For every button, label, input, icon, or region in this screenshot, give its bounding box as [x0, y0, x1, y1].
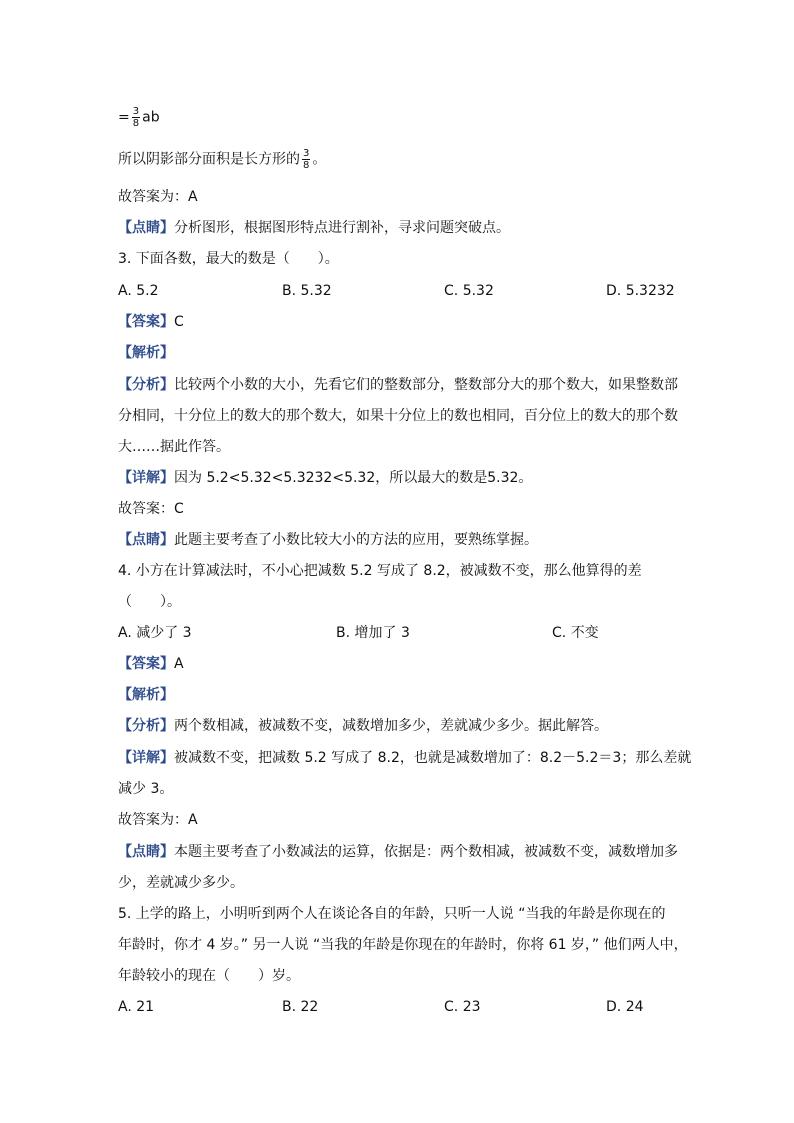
max-value: 5.32	[487, 470, 519, 486]
option-label: D.	[606, 999, 622, 1015]
detail-tag: 【详解】	[118, 470, 174, 486]
equals-sign: =	[118, 109, 130, 126]
comment-tag: 【点睛】	[118, 532, 174, 548]
option-value: 5.32	[462, 283, 494, 299]
q3-detail-line	[118, 468, 532, 488]
q4-analysis-tag: 【解析】	[118, 687, 174, 703]
option-value: 5.3232	[625, 283, 675, 299]
option-label: C.	[552, 625, 567, 641]
option-label: B.	[336, 625, 351, 641]
detail-text: 被减数不变，把减数 5.2 写成了 8.2，也就是减数增加了：8.2－5.2＝3；那么差就	[174, 750, 692, 766]
q3-answer-line	[118, 312, 184, 332]
detail-tag: 【详解】	[118, 750, 174, 766]
option-value: 5.2	[136, 283, 159, 299]
option-label: D.	[606, 283, 622, 299]
option-value: 23	[462, 999, 481, 1015]
question-5-stem-line-1: 5. 上学的路上，小明听到两个人在谈论各自的年龄，只听一人说 “当我的年龄是你现在的	[118, 906, 666, 922]
option-value: 22	[300, 999, 319, 1015]
fraction	[132, 106, 140, 129]
fraction-numerator: 3	[303, 148, 310, 159]
option-value: 减少了 3	[136, 625, 192, 641]
q5-option-d	[606, 997, 644, 1017]
option-label: A.	[118, 283, 132, 299]
q4-detail-line-1	[118, 748, 691, 768]
fraction-numerator: 3	[132, 106, 140, 117]
q4-option-b	[336, 623, 410, 643]
fenxi-tag: 【分析】	[118, 377, 174, 393]
q3-analysis-tag: 【解析】	[118, 345, 174, 361]
q3-option-d	[606, 281, 675, 301]
q3-fenxi-line-1	[118, 375, 678, 395]
fraction	[302, 148, 310, 171]
fraction-denominator: 8	[303, 160, 310, 171]
q5-option-a	[118, 997, 154, 1017]
fenxi-tag: 【分析】	[118, 718, 174, 734]
comment-text: 分析图形，根据图形特点进行割补，寻求问题突破点。	[174, 220, 510, 236]
option-label: C.	[444, 999, 459, 1015]
option-value: 不变	[570, 625, 599, 641]
q4-comment-line-1	[118, 842, 678, 862]
fenxi-text: 比较两个小数的大小，先看它们的整数部分，整数部分大的那个数大，如果整数部	[174, 377, 678, 393]
answer-tag: 【答案】	[118, 314, 174, 330]
fraction-result-line	[118, 106, 160, 129]
comment-tag: 【点睛】	[118, 220, 174, 236]
answer-value: A	[174, 656, 184, 672]
q3-option-c	[444, 281, 494, 301]
q4-comment-line-2: 少，差就减少多少。	[118, 875, 244, 891]
q3-final-answer: 故答案：C	[118, 501, 184, 517]
q3-fenxi-line-2: 分相同，十分位上的数大的那个数大，如果十分位上的数也相同，百分位上的数大的那个数	[118, 408, 678, 424]
answer-line: 故答案为：A	[118, 189, 198, 205]
comment-line	[118, 218, 510, 238]
conclusion-text: 所以阴影部分面积是长方形的	[118, 151, 300, 168]
conclusion-line	[118, 148, 326, 171]
q4-option-a	[118, 623, 192, 643]
q5-option-c	[444, 997, 481, 1017]
period: 。	[518, 470, 533, 486]
option-value: 21	[136, 999, 155, 1015]
q4-final-answer: 故答案为：A	[118, 812, 198, 828]
question-5-stem-line-3: 年龄较小的现在（ ）岁。	[118, 968, 300, 984]
option-value: 24	[625, 999, 644, 1015]
repeating-decimal	[136, 281, 158, 301]
option-label: B.	[282, 999, 297, 1015]
question-4-stem-line-2: （ ）。	[118, 594, 181, 610]
question-3-stem: 3. 下面各数，最大的数是（ ）。	[118, 251, 339, 267]
question-5-stem-line-2: 年龄时，你才 4 岁。” 另一人说 “当我的年龄是你现在的年龄时，你将 61 岁，” 他们两人中，	[118, 937, 688, 953]
option-label: A.	[118, 625, 132, 641]
comment-tag: 【点睛】	[118, 844, 174, 860]
q4-option-c	[552, 623, 599, 643]
q4-detail-line-2: 减少 3。	[118, 781, 174, 797]
q3-comment-line	[118, 530, 538, 550]
detail-text: ，所以最大的数是	[375, 470, 488, 486]
answer-value: C	[174, 314, 184, 330]
option-value: 增加了 3	[354, 625, 410, 641]
option-label: A.	[118, 999, 132, 1015]
q3-option-a	[118, 281, 159, 301]
period: 。	[312, 151, 327, 168]
comparison-expression: 5.2<5.32<5.3232<5.32	[206, 470, 376, 486]
comment-text: 本题主要考查了小数减法的运算，依据是：两个数相减，被减数不变，减数增加多	[174, 844, 678, 860]
q3-option-b	[282, 281, 332, 301]
option-value: 5.32	[300, 283, 332, 299]
q5-option-b	[282, 997, 318, 1017]
comment-text: 此题主要考查了小数比较大小的方法的应用，要熟练掌握。	[174, 532, 538, 548]
q3-fenxi-line-3: 大……据此作答。	[118, 439, 230, 455]
variable-ab: ab	[142, 109, 160, 126]
detail-text: 因为	[174, 470, 202, 486]
fraction-denominator: 8	[132, 118, 140, 129]
fenxi-text: 两个数相减，被减数不变，减数增加多少，差就减少多少。据此解答。	[174, 718, 608, 734]
question-4-stem-line-1: 4. 小方在计算减法时，不小心把减数 5.2 写成了 8.2，被减数不变，那么他算得的差	[118, 563, 642, 579]
option-label: C.	[444, 283, 459, 299]
q4-answer-line	[118, 654, 184, 674]
option-label: B.	[282, 283, 297, 299]
answer-tag: 【答案】	[118, 656, 174, 672]
q4-fenxi-line	[118, 716, 608, 736]
